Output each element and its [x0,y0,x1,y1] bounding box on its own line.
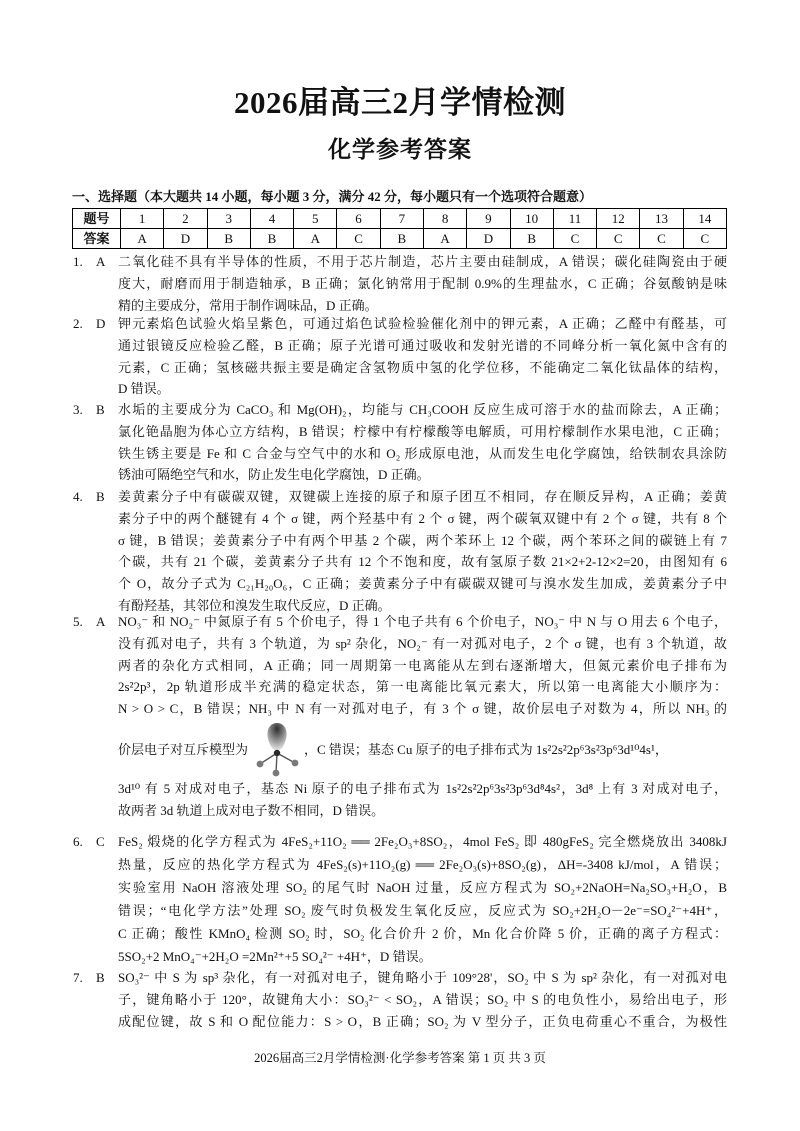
section-heading: 一、选择题（本大题共 14 小题，每小题 3 分，满分 42 分，每小题只有一个选项符合题意） [72,189,593,204]
question-number: 6 [337,209,380,229]
answer-cell: B [207,229,250,249]
explanation-line: C 正确；酸性 KMnO₄ 检测 SO₂ 时，SO₂ 化合价升 2 价，Mn 化合价降 5 价，正确的离子方程式： [118,926,727,941]
bonded-atom [273,770,280,777]
answer-cell: A [294,229,337,249]
answer-cell: D [164,229,207,249]
explanation-item-3 [73,399,743,486]
central-atom [274,750,280,756]
page-footer: 2026届高三2月学情检测·化学参考答案 第 1 页 共 3 页 [254,1051,546,1065]
explanation-line: NO₃⁻ 和 NO₂⁻ 中氮原子有 5 个价电子，得 1 个电子共有 6 个价电子，NO₃⁻ 中 N 与 O 用去 6 个电子， [118,614,727,629]
row-label-answer: 答案 [73,229,121,249]
explanation-line: 钾元素焰色试验火焰呈紫色，可通过焰色试验检验催化剂中的钾元素，A 正确；乙醛中有醛基，可 [118,316,727,331]
question-number: 10 [510,209,553,229]
question-number: 8 [423,209,466,229]
explanation-line: 故两者 3d 轨道上成对电子数不相同，D 错误。 [118,802,385,818]
question-number: 5 [294,209,337,229]
item-answer: B [96,402,105,417]
explanation-line: 精的主要成分，常用于制作调味品，D 正确。 [118,297,378,313]
explanation-line: 有酚羟基，其邻位和溴发生取代反应，D 正确。 [118,597,391,613]
question-number: 1 [121,209,164,229]
answer-cell: D [467,229,510,249]
answer-cell: B [510,229,553,249]
bonded-atom [292,760,299,767]
question-number: 11 [553,209,596,229]
item-number: 5. [73,614,83,629]
explanation-item-7 [73,967,743,1032]
question-number: 2 [164,209,207,229]
explanation-line: σ 键，B 错误；姜黄素分子中有两个甲基 2 个碳，两个苯环上 12 个碳，两个苯环之间的碳链上有 7 [118,532,727,548]
item-number: 6. [73,834,83,849]
answer-cell: C [553,229,596,249]
answer-cell: C [597,229,640,249]
item-answer: B [96,489,105,504]
answer-cell: B [380,229,423,249]
explanation-line: 度大，耐磨而用于制造轴承，B 正确；氯化钠常用于配制 0.9%的生理盐水，C 正确；谷氨酸钠是味 [118,275,727,291]
explanation-line: 二氧化硅不具有半导体的性质，不用于芯片制造，芯片主要由硅制成，A 错误；碳化硅陶瓷由于硬 [118,254,727,269]
item-number: 3. [73,402,83,417]
row-label-number: 题号 [73,209,121,229]
item-answer: B [96,970,105,985]
question-number: 12 [597,209,640,229]
question-number: 4 [250,209,293,229]
item-answer: A [96,614,106,629]
item-body [118,967,727,1032]
explanation-line: FeS₂ 煅烧的化学方程式为 4FeS₂+11O₂ ══ 2Fe₂O₃+8SO₂，4mol FeS₂ 即 480gFeS₂ 完全燃烧放出 3408kJ [118,834,727,849]
explanation-item-2 [73,313,743,400]
explanation-line: 姜黄素分子中有碳碳双键，双键碳上连接的原子和原子团互不相同，存在顺反异构，A 正确；姜黄 [118,489,727,504]
explanation-figure-line [118,720,727,778]
explanation-line: 通过银镜反应检验乙醛，B 正确；原子光谱可通过吸收和发射光谱的不同峰分析一氧化氮中含有的 [118,337,727,353]
answer-table [72,208,727,249]
table-row-question-numbers [73,209,727,229]
explanation-line: 子，键角略小于 120°，故键角大小：SO₃²⁻ < SO₂，A 错误；SO₂ 中 S 的电负性小，易给出电子，形 [118,991,727,1007]
vsepr-model-icon [254,720,300,778]
explanation-line: 热量，反应的热化学方程式为 4FeS₂(s)+11O₂(g) ══ 2Fe₂O₃(s)+8SO₂(g)，ΔH=-3408 kJ/mol，A 错误； [118,857,727,872]
answer-cell: A [423,229,466,249]
explanation-line: 成配位键，故 S 和 O 配位能力：S > O，B 正确；SO₂ 为 V 型分子，正负电荷重心不重合，为极性 [118,1013,727,1029]
item-number: 4. [73,489,83,504]
explanation-line: 两者的杂化方式相同，A 正确；同一周期第一电离能从左到右逐渐增大，但氮元素价电子排布为 [118,657,727,673]
explanation-item-6 [73,830,743,968]
explanation-line: 水垢的主要成分为 CaCO₃ 和 Mg(OH)₂，均能与 CH₃COOH 反应生成可溶于水的盐而除去，A 正确； [118,402,727,417]
item-body [118,399,727,486]
item-number: 7. [73,970,83,985]
question-number: 3 [207,209,250,229]
question-number: 14 [683,209,726,229]
answer-cell: C [683,229,726,249]
page-subtitle: 化学参考答案 [328,137,472,162]
explanation-line: 铁生锈主要是 Fe 和 C 合金与空气中的水和 O₂ 形成原电池，从而发生电化学腐蚀，给铁制农具涂防 [118,445,727,461]
answer-cell: C [337,229,380,249]
explanation-line: 锈油可隔绝空气和水，防止发生电化学腐蚀，D 正确。 [118,467,430,483]
explanation-line: 没有孤对电子，共有 3 个轨道，为 sp² 杂化，NO₂⁻ 有一对孤对电子，2 个 σ 键，也有 3 个轨道，故 [118,635,727,651]
lone-pair-lobe [267,723,286,750]
figure-line-text-before: 价层电子对互斥模型为 [118,742,249,758]
explanation-line: 元素，C 正确；氢核磁共振主要是确定含氢物质中氢的化学位移，不能确定二氧化钛晶体的结构， [118,359,727,375]
figure-line-text-after: ，C 错误；基态 Cu 原子的电子排布式为 1s²2s²2p⁶3s²3p⁶3d¹⁰4s¹， [304,742,668,758]
explanation-line: SO₃²⁻ 中 S 为 sp³ 杂化，有一对孤对电子，键角略小于 109°28'，SO₂ 中 S 为 sp² 杂化，有一对孤对电 [118,970,727,985]
explanation-line: N > O > C，B 错误；NH₃ 中 N 有一对孤对电子，有 3 个 σ 键，故价层电子对数为 4，所以 NH₃ 的 [118,701,727,717]
item-answer: D [96,316,106,331]
answer-cell: B [250,229,293,249]
item-body [118,611,727,822]
explanation-line: 个 O，故分子式为 C₂₁H₂₀O₆，C 正确；姜黄素分子中有碳碳双键可与溴水发生加成，姜黄素分子中 [118,576,727,592]
explanation-line: 素分子中的两个醚键有 4 个 σ 键，两个羟基中有 2 个 σ 键，两个碳氧双键中有 2 个 σ 键，共有 8 个 [118,510,727,526]
explanation-line: D 错误。 [118,381,170,397]
answer-cell: C [640,229,683,249]
item-number: 2. [73,316,83,331]
bonded-atom [257,761,264,768]
item-answer: A [96,254,106,269]
explanation-line: 5SO₂+2 MnO₄⁻+2H₂O =2Mn²⁺+5 SO₄²⁻ +4H⁺，D 错误。 [118,949,432,964]
question-number: 7 [380,209,423,229]
item-body [118,486,727,617]
explanation-line: 3d¹⁰ 有 5 对成对电子，基态 Ni 原子的电子排布式为 1s²2s²2p⁶3s²3p⁶3d⁸4s²，3d⁸ 上有 3 对成对电子， [118,780,727,796]
explanation-line: 2s²2p³，2p 轨道形成半充满的稳定状态，第一电离能比氧元素大，所以第一电离能大小顺序为： [118,679,727,695]
page-title: 2026届高三2月学情检测 [234,85,566,120]
item-body [118,251,727,316]
explanation-line: 实验室用 NaOH 溶液处理 SO₂ 的尾气时 NaOH 过量，反应方程式为 SO₂+2NaOH=Na₂SO₃+H₂O，B [118,880,727,895]
explanation-line: 错误；“电化学方法”处理 SO₂ 废气时负极发生氧化反应，反应式为 SO₂+2H₂O－2e⁻=SO₄²⁻+4H⁺， [118,903,727,918]
explanation-line: 个碳，共有 21 个碳，姜黄素分子共有 12 个不饱和度，故有氢原子数 21×2+2-12×2=20，由图知有 6 [118,554,727,570]
explanation-item-5 [73,611,743,822]
explanation-line: 氯化铯晶胞为体心立方结构，B 错误；柠檬中有柠檬酸等电解质，可用柠檬制作水果电池，C 正确； [118,423,727,439]
item-body [118,313,727,400]
explanation-item-1 [73,251,743,316]
question-number: 13 [640,209,683,229]
table-row-answers [73,229,727,249]
item-answer: C [96,834,105,849]
question-number: 9 [467,209,510,229]
item-number: 1. [73,254,83,269]
explanation-item-4 [73,486,743,617]
item-body [118,830,727,968]
answer-cell: A [121,229,164,249]
